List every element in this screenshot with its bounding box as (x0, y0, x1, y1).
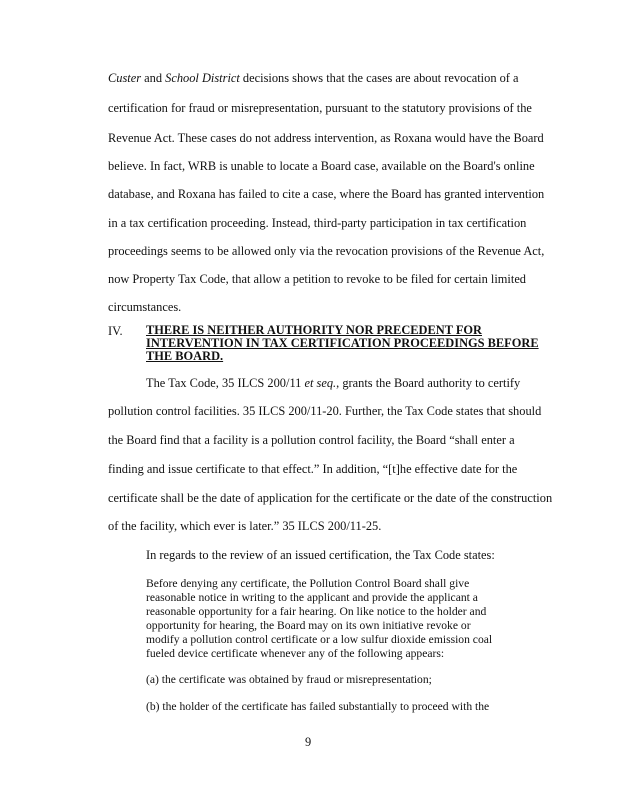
case-name-custer: Custer (108, 71, 142, 85)
body-line: the Board find that a facility is a pollution control facility, the Board “shall enter a (108, 433, 515, 447)
body-line: database, and Roxana has failed to cite a case, where the Board has granted intervention (108, 187, 545, 201)
body-line (146, 376, 520, 391)
body-line: proceedings seems to be allowed only via the revocation provisions of the Revenue Act, (108, 244, 545, 258)
section-heading-line: INTERVENTION IN TAX CERTIFICATION PROCEEDINGS BEFORE (146, 336, 539, 350)
block-quote-line: Before denying any certificate, the Pollution Control Board shall give (146, 577, 470, 590)
body-line: believe. In fact, WRB is unable to locate a Board case, available on the Board's online (108, 159, 535, 173)
body-line: Revenue Act. These cases do not address intervention, as Roxana would have the Board (108, 131, 544, 145)
block-quote-line: modify a pollution control certificate or a low sulfur dioxide emission coal (146, 633, 493, 646)
body-line: in a tax certification proceeding. Instead, third-party participation in tax certification (108, 216, 527, 230)
body-line: certificate shall be the date of application for the certificate or the date of the construction (108, 491, 553, 505)
case-name-school-district: School District (165, 71, 240, 85)
body-line: certification for fraud or misrepresentation, pursuant to the statutory provisions of the (108, 101, 532, 115)
text-fragment: The Tax Code, 35 ILCS 200/11 (146, 376, 305, 390)
text-fragment: decisions shows that the cases are about revocation of a (239, 71, 519, 85)
block-quote-item: (a) the certificate was obtained by fraud or misrepresentation; (146, 673, 432, 686)
body-line: pollution control facilities. 35 ILCS 200/11-20. Further, the Tax Code states that should (108, 404, 542, 418)
section-heading-line: THERE IS NEITHER AUTHORITY NOR PRECEDENT FOR (146, 323, 482, 337)
body-line: circumstances. (108, 300, 182, 314)
block-quote-line: opportunity for hearing, the Board may on its own initiative revoke or (146, 619, 471, 632)
page-number: 9 (305, 735, 312, 749)
body-line (108, 71, 519, 86)
block-quote-line: fueled device certificate whenever any of the following appears: (146, 647, 445, 660)
text-fragment: and (141, 71, 166, 85)
block-quote-line: reasonable notice in writing to the applicant and provide the applicant a (146, 591, 478, 604)
block-quote-item: (b) the holder of the certificate has failed substantially to proceed with the (146, 700, 490, 713)
block-quote-line: reasonable opportunity for a fair hearing. On like notice to the holder and (146, 605, 487, 618)
text-fragment: , grants the Board authority to certify (336, 376, 521, 390)
section-number: IV. (108, 324, 123, 338)
body-line: now Property Tax Code, that allow a petition to revoke to be filed for certain limited (108, 272, 527, 286)
quote-intro: In regards to the review of an issued certification, the Tax Code states: (146, 548, 495, 562)
et-seq: et seq. (304, 376, 337, 390)
body-line: of the facility, which ever is later.” 35 ILCS 200/11-25. (108, 519, 382, 533)
section-heading-line: THE BOARD. (146, 349, 224, 363)
body-line: finding and issue certificate to that effect.” In addition, “[t]he effective date for the (108, 462, 518, 476)
